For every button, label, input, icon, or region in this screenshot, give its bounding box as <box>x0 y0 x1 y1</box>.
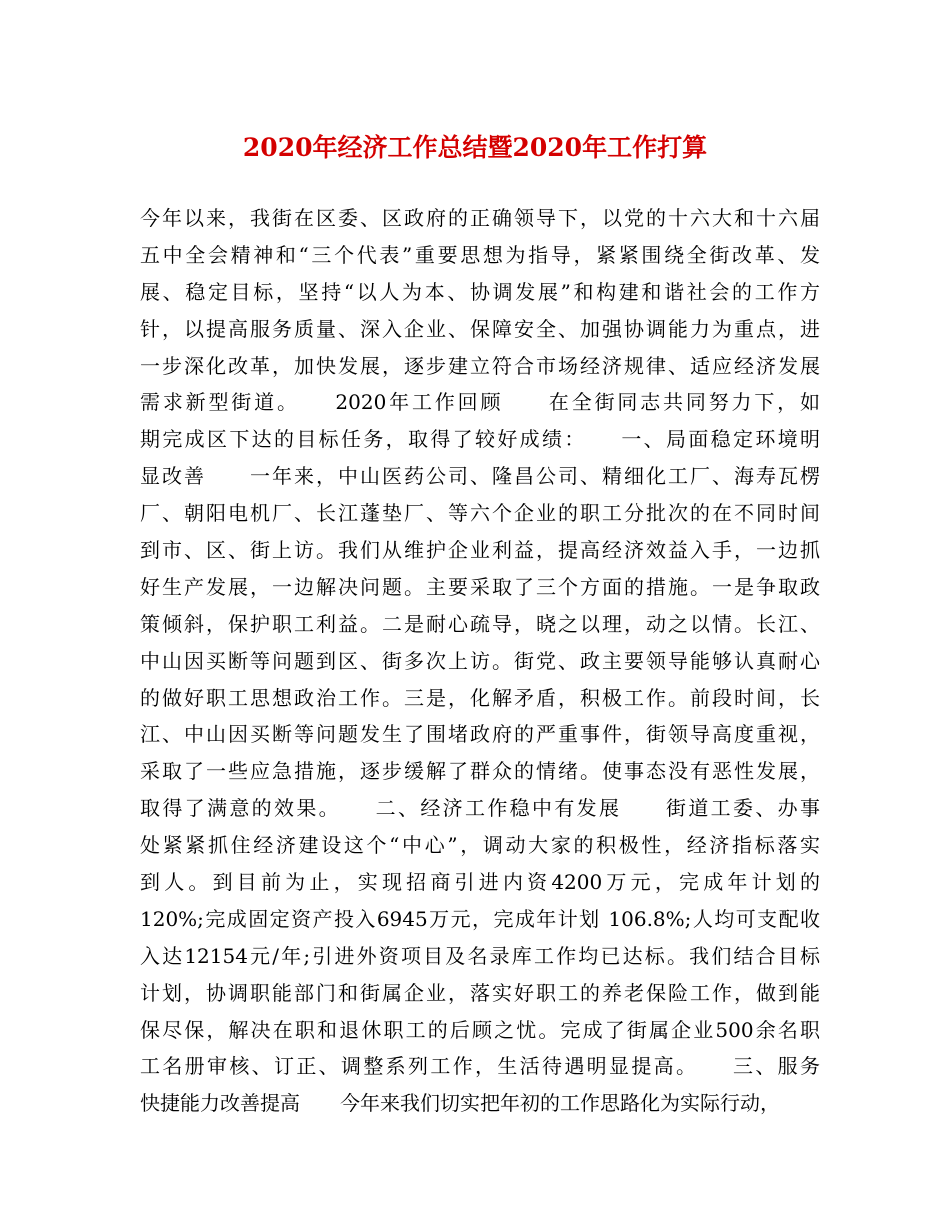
body-line: 到人。到目前为止，实现招商引进内资4200万元，完成年计划的 <box>140 870 820 895</box>
body-line: 显改善 一年来，中山医药公司、隆昌公司、精细化工厂、海寿瓦楞 <box>140 464 820 489</box>
body-line: 处紧紧抓住经济建设这个“中心”，调动大家的积极性，经济指标落实 <box>140 833 820 858</box>
body-line: 需求新型街道。 2020年工作回顾 在全街同志共同努力下，如 <box>140 390 820 415</box>
body-line: 计划，协调职能部门和街属企业，落实好职工的养老保险工作，做到能 <box>140 980 820 1005</box>
body-line: 策倾斜，保护职工利益。二是耐心疏导，晓之以理，动之以情。长江、 <box>140 611 820 636</box>
body-line: 江、中山因买断等问题发生了围堵政府的严重事件，街领导高度重视， <box>140 722 820 747</box>
body-line: 展、稳定目标，坚持“以人为本、协调发展”和构建和谐社会的工作方 <box>140 279 820 304</box>
body-line: 保尽保，解决在职和退休职工的后顾之忧。完成了街属企业500余名职 <box>140 1017 820 1042</box>
body-line: 采取了一些应急措施，逐步缓解了群众的情绪。使事态没有恶性发展， <box>140 759 820 784</box>
body-line: 中山因买断等问题到区、街多次上访。街党、政主要领导能够认真耐心 <box>140 648 820 673</box>
body-line: 针，以提高服务质量、深入企业、保障安全、加强协调能力为重点，进 <box>140 316 820 341</box>
body-line: 工名册审核、订正、调整系列工作，生活待遇明显提高。 三、服务 <box>140 1054 820 1079</box>
body-line: 今年以来，我街在区委、区政府的正确领导下，以党的十六大和十六届 <box>140 206 820 230</box>
body-line: 厂、朝阳电机厂、长江蓬垫厂、等六个企业的职工分批次的在不同时间 <box>140 501 820 526</box>
body-line: 的做好职工思想政治工作。三是，化解矛盾，积极工作。前段时间，长 <box>140 685 820 710</box>
body-line: 快捷能力改善提高 今年来我们切实把年初的工作思路化为实际行动， <box>140 1091 780 1116</box>
body-line: 到市、区、街上访。我们从维护企业利益，提高经济效益入手，一边抓 <box>140 538 820 563</box>
body-line: 一步深化改革，加快发展，逐步建立符合市场经济规律、适应经济发展 <box>140 353 820 378</box>
body-line: 取得了满意的效果。 二、经济工作稳中有发展 街道工委、办事 <box>140 796 820 821</box>
body-line: 好生产发展，一边解决问题。主要采取了三个方面的措施。一是争取政 <box>140 574 820 599</box>
body-line: 五中全会精神和“三个代表”重要思想为指导，紧紧围绕全街改革、发 <box>140 242 820 267</box>
body-line: 入达12154元/年;引进外资项目及名录库工作均已达标。我们结合目标 <box>140 943 820 968</box>
body-line: 120%;完成固定资产投入6945万元，完成年计划 106.8%;人均可支配收 <box>140 906 820 931</box>
document-body <box>140 200 820 1122</box>
body-line: 期完成区下达的目标任务，取得了较好成绩： 一、局面稳定环境明 <box>140 427 820 452</box>
document-title: 2020年经济工作总结暨2020年工作打算 <box>242 133 708 162</box>
